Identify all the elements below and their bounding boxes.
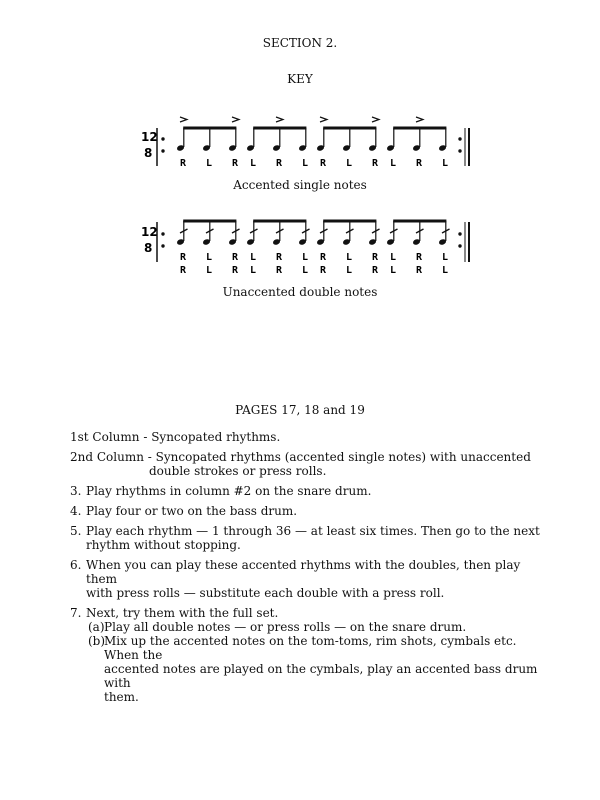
sticking-label: L bbox=[346, 252, 353, 263]
instruction-7a: (a) Play all double notes — or press rolls — on the snare drum. bbox=[88, 620, 467, 634]
sticking-label: L bbox=[302, 158, 309, 169]
instruction-5: 5. Play each rhythm — 1 through 36 — at least six times. Then go to the next rhythm without stopping. bbox=[70, 524, 540, 552]
sticking-label: R bbox=[276, 252, 283, 263]
sticking-label: L bbox=[302, 252, 309, 263]
time-sig-top: 12 bbox=[141, 225, 158, 239]
time-sig-bottom: 8 bbox=[144, 146, 153, 160]
sticking-label: L bbox=[390, 265, 397, 276]
sticking-label: L bbox=[206, 252, 213, 263]
instruction-col2: 2nd Column - Syncopated rhythms (accented single notes) with unaccented double strokes or press rolls. bbox=[70, 450, 531, 478]
instruction-3: 3. Play rhythms in column #2 on the snare drum. bbox=[70, 484, 372, 498]
instruction-col1: 1st Column - Syncopated rhythms. bbox=[70, 430, 281, 444]
instructions-list bbox=[70, 430, 550, 710]
beam bbox=[323, 220, 376, 223]
sticking-label: L bbox=[250, 265, 257, 276]
sticking-label: R bbox=[416, 265, 423, 276]
sticking-label: R bbox=[232, 265, 239, 276]
sticking-label: L bbox=[390, 158, 397, 169]
time-sig-bottom: 8 bbox=[144, 241, 153, 255]
pages-heading: PAGES 17, 18 and 19 bbox=[235, 403, 365, 417]
time-sig-top: 12 bbox=[141, 130, 158, 144]
instruction-7: 7. Next, try them with the full set. (a) Play all double notes — or press rolls — on the snare drum. (b) Mix up the accented notes on the tom-toms, rim shots, cymbals etc. When the accented notes are played on the cymbals, play an accented bass drum with them. bbox=[70, 606, 550, 704]
sticking-label: L bbox=[442, 265, 449, 276]
section-title: SECTION 2. bbox=[262, 36, 338, 50]
key-title: KEY bbox=[287, 72, 313, 86]
sticking-label: L bbox=[206, 265, 213, 276]
sticking-label: R bbox=[180, 265, 187, 276]
repeat-dot bbox=[161, 232, 164, 235]
sticking-label: R bbox=[416, 158, 423, 169]
sticking-label: R bbox=[372, 252, 379, 263]
sticking-label: L bbox=[250, 158, 257, 169]
instruction-7b: (b) Mix up the accented notes on the tom-toms, rim shots, cymbals etc. When the accented notes are played on the cymbals, play an accented bass drum with them. bbox=[88, 634, 538, 704]
sticking-label: R bbox=[320, 265, 327, 276]
sticking-label: R bbox=[276, 158, 283, 169]
sticking-label: R bbox=[320, 252, 327, 263]
sticking-label: R bbox=[416, 252, 423, 263]
sticking-label: R bbox=[180, 158, 187, 169]
sticking-label: R bbox=[320, 158, 327, 169]
sticking-label: R bbox=[276, 265, 283, 276]
sticking-label: L bbox=[346, 265, 353, 276]
beam bbox=[183, 220, 236, 223]
beam bbox=[393, 220, 446, 223]
sticking-label: R bbox=[372, 265, 379, 276]
sticking-label: R bbox=[372, 158, 379, 169]
caption-unaccented-doubles: Unaccented double notes bbox=[222, 285, 378, 299]
sticking-label: L bbox=[302, 265, 309, 276]
instruction-4: 4. Play four or two on the bass drum. bbox=[70, 504, 298, 518]
staff-unaccented-doubles bbox=[0, 0, 600, 300]
repeat-dot bbox=[161, 244, 164, 247]
sticking-label: L bbox=[250, 252, 257, 263]
sticking-label: R bbox=[180, 252, 187, 263]
sticking-label: L bbox=[442, 252, 449, 263]
beam bbox=[253, 220, 306, 223]
caption-accented-singles: Accented single notes bbox=[233, 178, 367, 192]
sticking-label: L bbox=[206, 158, 213, 169]
sticking-label: R bbox=[232, 252, 239, 263]
repeat-dot bbox=[458, 244, 461, 247]
sticking-label: L bbox=[346, 158, 353, 169]
repeat-dot bbox=[458, 232, 461, 235]
sticking-label: R bbox=[232, 158, 239, 169]
sticking-label: L bbox=[442, 158, 449, 169]
instruction-6: 6. When you can play these accented rhythms with the doubles, then play them with press rolls — substitute each double with a press roll. bbox=[70, 558, 521, 600]
sticking-label: L bbox=[390, 252, 397, 263]
